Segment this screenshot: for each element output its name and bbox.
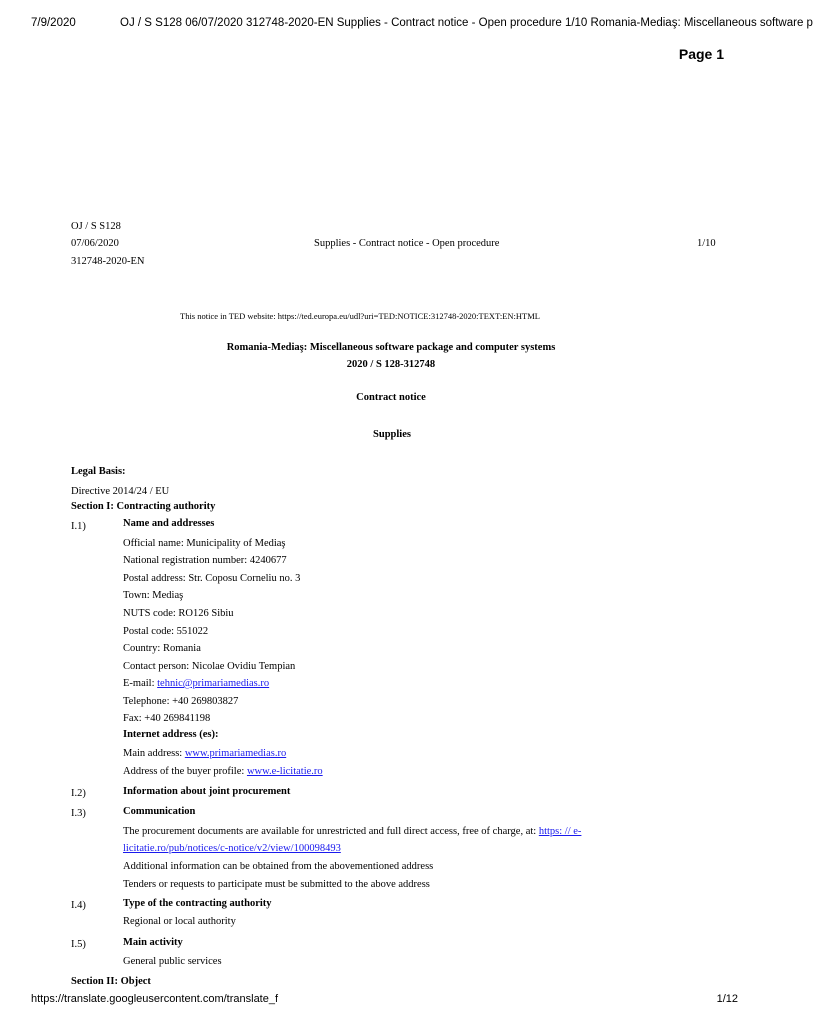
print-date: 7/9/2020 [31,17,76,29]
i1-number: I.1) [71,521,86,532]
legal-basis-heading: Legal Basis: [71,466,126,477]
country: Country: Romania [123,643,201,654]
procurement-docs-link-start[interactable]: https: // e- [538,826,582,837]
additional-info: Additional information can be obtained from the abovementioned address [123,861,434,872]
i2-heading: Information about joint procurement [123,786,291,797]
i1-heading: Name and addresses [123,518,215,529]
oj-notice-type: Supplies - Contract notice - Open procedure [314,238,500,249]
internet-address-heading: Internet address (es): [123,729,219,740]
procurement-docs-link-end[interactable]: licitatie.ro/pub/notices/c-notice/v2/view/100098493 [123,843,341,854]
oj-page-of: 1/10 [697,238,716,249]
i4-number: I.4) [71,900,86,911]
footer-url: https://translate.googleusercontent.com/translate_f [31,993,279,1005]
main-activity: General public services [123,956,222,967]
nuts-code: NUTS code: RO126 Sibiu [123,608,234,619]
print-title: OJ / S S128 06/07/2020 312748-2020-EN Supplies - Contract notice - Open procedure 1/10 Romania-Mediaş: Miscellaneous software p [120,17,813,29]
oj-number: OJ / S S128 [71,221,121,232]
i5-number: I.5) [71,939,86,950]
contract-notice-heading: Contract notice [356,392,426,403]
procurement-docs-text: The procurement documents are available for unrestricted and full direct access, free of charge, at: [123,826,539,837]
authority-type: Regional or local authority [123,916,236,927]
notice-title: Romania-Mediaş: Miscellaneous software package and computer systems [226,342,556,353]
page-label: Page 1 [678,46,724,62]
email-line [123,678,269,689]
i3-heading: Communication [123,806,196,817]
footer-page: 1/12 [716,993,738,1005]
oj-doc-id: 312748-2020-EN [71,256,145,267]
main-address-line [123,748,286,759]
main-address-link[interactable]: www.primariamedias.ro [184,748,287,759]
buyer-profile-label: Address of the buyer profile: [123,766,247,777]
postal-code: Postal code: 551022 [123,626,209,637]
tenders-submission: Tenders or requests to participate must be submitted to the above address [123,879,430,890]
section-2-heading: Section II: Object [71,976,151,987]
fax: Fax: +40 269841198 [123,713,211,724]
i2-number: I.2) [71,788,86,799]
registration-number: National registration number: 4240677 [123,555,287,566]
email-link[interactable]: tehnic@primariamedias.ro [157,678,270,689]
oj-date: 07/06/2020 [71,238,119,249]
notice-number: 2020 / S 128-312748 [346,359,436,370]
legal-basis-text: Directive 2014/24 / EU [71,486,170,497]
section-1-heading: Section I: Contracting authority [71,501,216,512]
procurement-docs-line [123,826,581,837]
main-address-label: Main address: [123,748,185,759]
postal-address: Postal address: Str. Coposu Corneliu no. 3 [123,573,301,584]
telephone: Telephone: +40 269803827 [123,696,239,707]
official-name: Official name: Municipality of Mediaş [123,538,286,549]
supplies-heading: Supplies [373,429,411,440]
i5-heading: Main activity [123,937,183,948]
town: Town: Mediaş [123,590,184,601]
buyer-profile-line [123,766,323,777]
procurement-docs-line-2 [123,843,341,854]
email-label: E-mail: [123,678,158,689]
i3-number: I.3) [71,808,86,819]
buyer-profile-link[interactable]: www.e-licitatie.ro [246,766,323,777]
contact-person: Contact person: Nicolae Ovidiu Tempian [123,661,296,672]
ted-link-text: This notice in TED website: https://ted.europa.eu/udl?uri=TED:NOTICE:312748-2020:TEXT:EN:HTML [180,311,540,321]
i4-heading: Type of the contracting authority [123,898,272,909]
